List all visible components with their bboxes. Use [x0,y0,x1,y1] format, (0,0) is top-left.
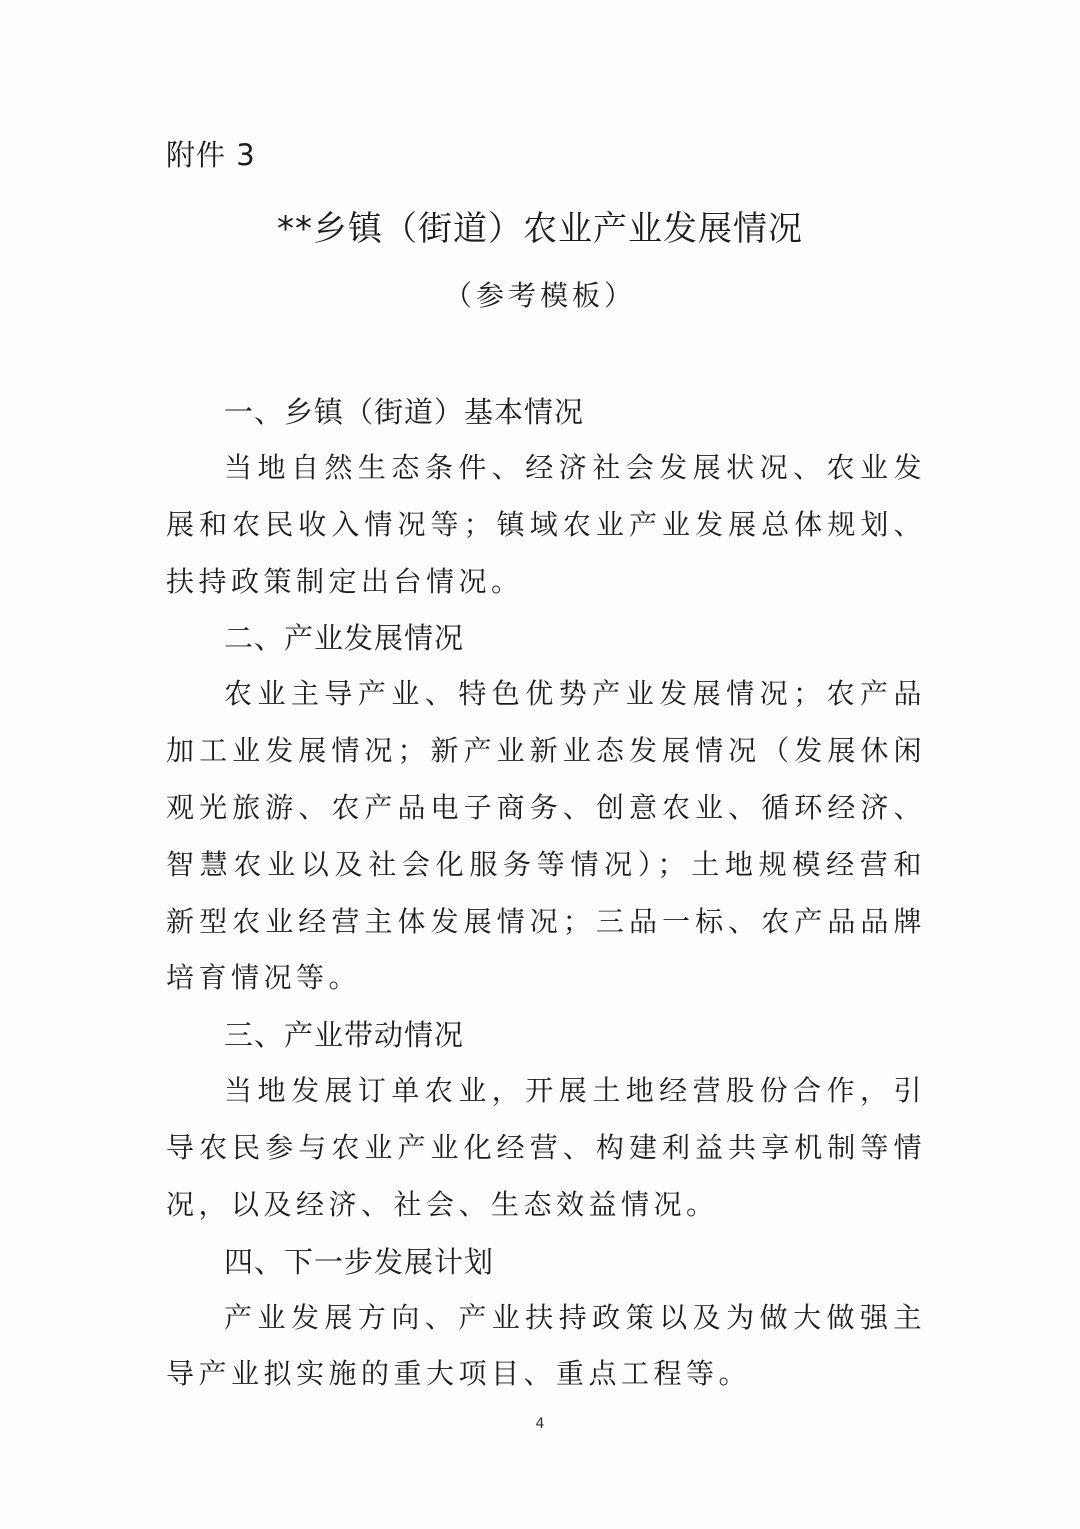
section-paragraph: 产业发展方向、产业扶持政策以及为做大做强主导产业拟实施的重大项目、重点工程等。 [166,1300,926,1391]
document-body [166,384,926,1403]
page-number: 4 [535,1416,545,1432]
section-basic-info [166,384,926,610]
section-next-plan [166,1234,926,1404]
section-industry-driving [166,1007,926,1233]
section-industry-development [166,610,926,1007]
section-heading: 四、下一步发展计划 [224,1244,495,1279]
section-heading: 一、乡镇（街道）基本情况 [224,395,585,429]
section-paragraph: 当地发展订单农业，开展土地经营股份合作，引导农民参与农业产业化经营、构建利益共享机制等情况，以及经济、社会、生态效益情况。 [166,1074,926,1221]
document-title: **乡镇（街道）农业产业发展情况 [277,209,803,249]
section-heading: 二、产业发展情况 [224,621,465,656]
section-paragraph: 当地自然生态条件、经济社会发展状况、农业发展和农民收入情况等；镇域农业产业发展总体规划、扶持政策制定出台情况。 [166,451,926,598]
document-subtitle: （参考模板） [443,279,636,312]
attachment-label: 附件 3 [166,138,256,172]
section-paragraph: 农业主导产业、特色优势产业发展情况；农产品加工业发展情况；新产业新业态发展情况（发展休闲观光旅游、农产品电子商务、创意农业、循环经济、智慧农业以及社会化服务等情况）；土地规模经营和新型农业经营主体发展情况；三品一标、农产品品牌培育情况等。 [166,677,926,995]
section-heading: 三、产业带动情况 [224,1018,465,1053]
